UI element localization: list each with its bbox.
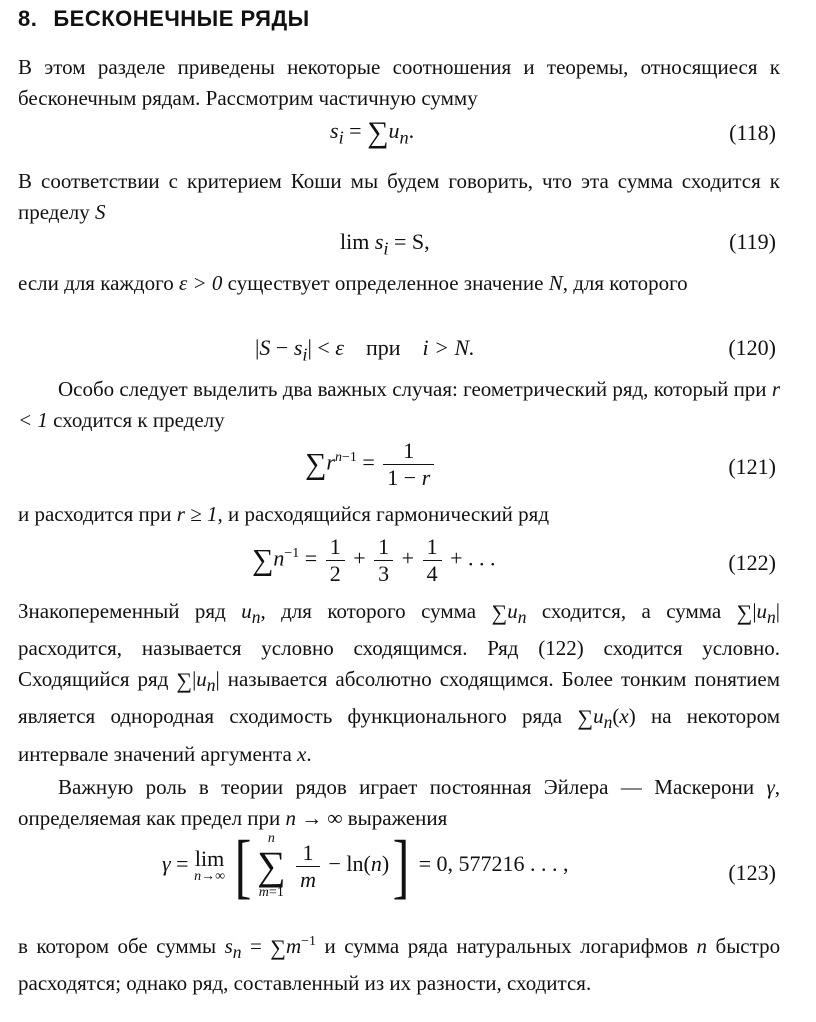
paragraph-3-text-b: существует определенное значение <box>227 271 544 295</box>
equation-121-body: $\sum r^{n-1}$ = $\frac{1}{1 - r}$ <box>305 438 437 491</box>
sum-m-1-to-n: n ∑ m=1 <box>257 831 286 900</box>
section-title: БЕСКОНЕЧНЫЕ РЯДЫ <box>53 6 310 31</box>
paragraph-7 <box>18 772 780 834</box>
argument-variable: x <box>297 741 307 766</box>
equation-122-number: (122) <box>728 550 776 575</box>
paragraph-4-text-a: Особо следует выделить два важных случая: геометрический ряд, который при <box>58 377 767 401</box>
equation-121 <box>0 438 816 500</box>
equation-118-number: (118) <box>729 120 776 145</box>
paragraph-3-text-c: , для которого <box>562 271 688 295</box>
r-condition: r < 1 <box>18 377 780 432</box>
ellipsis: + . . . <box>450 545 496 571</box>
equation-118-body: $s_i = \sum u_n$. <box>330 116 415 149</box>
equation-118 <box>0 116 816 156</box>
equation-123 <box>0 826 816 920</box>
paragraph-6-text-e: называется абсолютно сходящимся. Более тонким понятием является однородная сходимость функционального ряда <box>18 667 780 729</box>
equation-121-number: (121) <box>728 454 776 479</box>
equation-120-number: (120) <box>728 335 776 360</box>
paragraph-8-text-c: быстро расходятся; однако ряд, составленный из их разности, сходится. <box>18 934 781 996</box>
paragraph-2-text: В соответствии с критерием Коши мы будем говорить, что эта сумма сходится к пределу <box>18 169 780 224</box>
equation-120-body: $|S - s_i| < \varepsilon$ при i > N. <box>255 335 475 365</box>
euler-constant-value: = 0, 577216 . . . , <box>418 851 569 877</box>
n-variable: N <box>548 271 563 295</box>
paragraph-6-text-b: , для которого сумма <box>260 599 477 623</box>
equation-123-body: γ = lim n→∞ [ n ∑ m=1 $\frac{1}{m}$ − ln(n)] = 0, 577216 . . . , <box>162 826 569 906</box>
paragraph-8-text-a: в котором обе суммы <box>18 934 217 958</box>
section-number: 8. <box>18 6 38 31</box>
paragraph-6-text-d: расходится, называется условно сходящимся. Ряд (122) сходится условно. Сходящийся ряд <box>18 636 780 692</box>
paragraph-5 <box>18 499 780 530</box>
section-heading <box>18 6 310 32</box>
paragraph-7-text-a: Важную роль в теории рядов играет постоянная Эйлера — Маскерони <box>58 775 755 799</box>
paragraph-3 <box>18 268 780 299</box>
equation-120-condition: i > N. <box>422 335 475 360</box>
paragraph-1 <box>18 52 780 114</box>
epsilon-condition: ε > 0 <box>178 271 223 295</box>
equation-119 <box>0 229 816 263</box>
n-variable-log: n <box>696 934 708 958</box>
paragraph-1-text: В этом разделе приведены некоторые соотношения и теоремы, относящиеся к бесконечным рядам. Рассмотрим частичную сумму <box>18 55 780 110</box>
equation-122-body: $\sum n^{-1}$ = $\frac{1}{2}$ + $\frac{1}{3}$ + $\frac{1}{4}$ + . . . <box>252 534 496 586</box>
equation-123-number: (123) <box>728 860 776 885</box>
paragraph-8-text-b: и сумма ряда натуральных логарифмов <box>324 934 689 958</box>
paragraph-5-text-b: , и расходящийся гармонический ряд <box>217 502 550 526</box>
paragraph-7-text-b: , определяемая как предел при <box>18 775 780 830</box>
fraction-1-over-1-minus-r: $\frac{1}{1 - r}$ <box>383 438 434 491</box>
paragraph-8: в котором обе суммы $s_n = \sum m^{-1}$ и сумма ряда натуральных логарифмов n быстро расходятся; однако ряд, составленный из их разности, сходится. <box>18 934 781 996</box>
paragraph-6-text-a: Знакопеременный ряд <box>18 599 226 623</box>
paragraph-5-text-a: и расходится при <box>18 502 172 526</box>
limit-condition: n → ∞ <box>285 806 343 830</box>
paragraph-4 <box>18 374 780 436</box>
paragraph-4-text-b: сходится к пределу <box>53 408 225 432</box>
equation-119-rhs: = S, <box>394 229 430 254</box>
limit-variable: S <box>95 200 106 224</box>
lim-n-to-infinity: lim n→∞ <box>194 846 226 884</box>
word-pri: при <box>365 335 401 360</box>
equation-122 <box>0 534 816 596</box>
gamma-symbol: γ <box>766 775 775 799</box>
paragraph-6-text-c: сходится, а сумма <box>541 599 722 623</box>
equation-119-number: (119) <box>729 229 776 254</box>
r-diverge-condition: r ≥ 1 <box>176 502 218 526</box>
paragraph-3-text-a: если для каждого <box>18 271 174 295</box>
paragraph-6-text-f: на некотором интервале значений аргумента <box>18 704 781 766</box>
equation-120 <box>0 335 816 369</box>
paragraph-6: Знакопеременный ряд $u_n$, для которого сумма $\sum u_n$ сходится, а сумма $\sum|u_n|$ расходится, называется условно сходящимся. Ряд (122) сходится условно. Сходящийся ряд $\sum|u_n|$ называется абсолютно сходящимся. Более тонким понятием является однородная сходимость функционального ряда $\sum u_n(x)$ на некотором интервале значений аргумента x. <box>18 599 781 766</box>
lim-operator: lim <box>340 229 370 254</box>
paragraph-2 <box>18 166 780 228</box>
paragraph-7-text-c: выражения <box>347 806 448 830</box>
equation-119-body: $\lim s_i = S$, <box>340 229 430 259</box>
